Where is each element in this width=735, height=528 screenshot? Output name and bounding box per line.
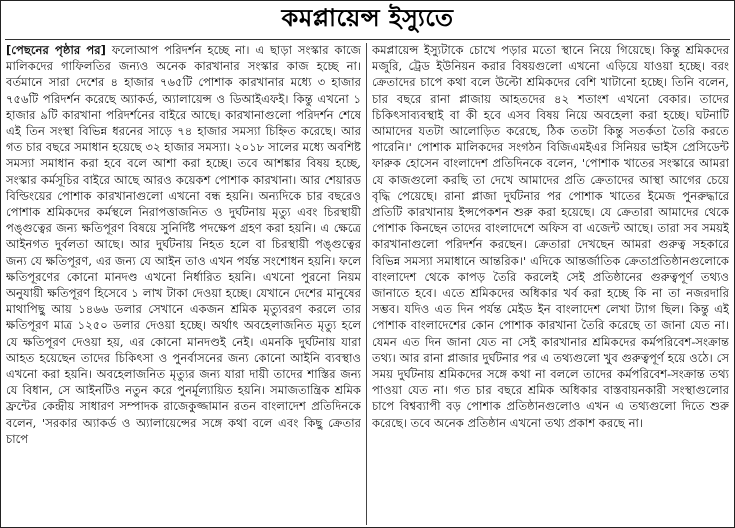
- right-column-paragraph: [372, 42, 729, 431]
- left-column-paragraph: [6, 42, 361, 447]
- left-column-text: ফলোআপ পরিদর্শন হচ্ছে না। এ ছাড়া সংস্কার কাজে মালিকদের গাফিলতির জন্যও অনেক কারখানার সংস্কার কাজ হচ্ছে না। বর্তমানে সারা দেশের ৪ হাজার ৭৬৫টি পোশাক কারখানার মধ্যে ৩ হাজার ৭৫৬টি পরিদর্শন করেছে অ্যাকর্ড, অ্যালায়েন্স ও ডিআইএফই। কিন্তু এখনো ১ হাজার ৯টি কারখানা পরিদর্শনের বাইরে আছে। কারখানাগুলো পরিদর্শন শেষে এই তিন সংস্থা বিভিন্ন ধরনের সাড়ে ৭৪ হাজার সমস্যা চিহ্নিত করেছে। আর গত চার বছরে সমাধান হয়েছে ৩২ হাজার সমস্যা। ২০১৮ সালের মধ্যে অবশিষ্ট সমস্যা সমাধান করা হবে বলে আশা করা হচ্ছে। তবে আশঙ্কার বিষয় হচ্ছে, সংস্কার কর্মসূচির বাইরে আছে আরও কয়েকশ পোশাক কারখানা। আর শেয়ারড বিল্ডিংয়ের পোশাক কারখানাগুলো এখনো বন্ধ হয়নি। অন্যদিকে চার বছরেও পোশাক শ্রমিকদের কর্মস্থলে নিরাপত্তাজনিত ও দুর্ঘটনায় মৃত্যু এবং চিরস্থায়ী পঙ্গুত্বের জন্য ক্ষতিপূরণ বিষয়ে সুনির্দিষ্ট পদক্ষেপ গ্রহণ করা হয়নি। এ ক্ষেত্রে আইনগত দুর্বলতা আছে। আর দুর্ঘটনায় নিহত হলে বা চিরস্থায়ী পঙ্গুত্বের জন্য যে ক্ষতিপূরণ, এর জন্য যে আইন তাও এখন পর্যন্ত সংশোধন হয়নি। ফলে ক্ষতিপূরণের কোনো মানদণ্ড এখনো নির্ধারিত হয়নি। এখনো পুরনো নিয়ম অনুযায়ী ক্ষতিপূরণ হিসেবে ১ লাখ টাকা দেওয়া হচ্ছে। যেখানে দেশের মানুষের মাথাপিছু আয় ১৪৬৬ ডলার সেখানে একজন শ্রমিক মৃত্যুবরণ করলে তার ক্ষতিপূরণ মাত্র ১২৫০ ডলার দেওয়া হচ্ছে। অর্থাৎ অবহেলাজনিত মৃত্যু হলে যে ক্ষতিপূরণ দেওয়া হয়, এর কোনো মানদণ্ডই নেই। এমনকি দুর্ঘটনায় যারা আহত হয়েছেন তাদের চিকিৎসা ও পুনর্বাসনের জন্য কোনো আইনি ব্যবস্থাও এখনো করা হয়নি। অবহেলাজনিত মৃত্যুর জন্য যারা দায়ী তাদের শাস্তির জন্য যে বিধান, সে আইনটিও নতুন করে পুনর্মূল্যায়িত হয়নি। সমাজতান্ত্রিক শ্রমিক ফ্রন্টের কেন্দ্রীয় সাধারণ সম্পাদক রাজেকুজ্জামান রতন বাংলাদেশ প্রতিদিনকে বলেন, 'সরকার অ্যাকর্ড ও অ্যালায়েন্সের সঙ্গে কথা বলে এবং কিছু ক্রেতার চাপে: [6, 43, 361, 446]
- continuation-tag: [পেছনের পৃষ্ঠার পর]: [6, 43, 106, 57]
- right-column: [372, 42, 729, 526]
- column-divider: [366, 43, 367, 525]
- right-column-text: কমপ্লায়েন্স ইস্যুটাকে চোখে পড়ার মতো স্থানে নিয়ে গিয়েছে। কিন্তু শ্রমিকদের মজুরি, ট্রেড ইউনিয়ন করার বিষয়গুলো এখনো এড়িয়ে যাওয়া হচ্ছে। বরং ক্রেতাদের চাপে কথা বলে উল্টো শ্রমিকদের বেশি খাটানো হচ্ছে। তিনি বলেন, চার বছরে রানা প্লাজায় আহতদের ৪২ শতাংশ এখনো বেকার। তাদের চিকিৎসাব্যবস্থাই বা কী হবে এসব বিষয় নিয়ে অবহেলা করা হচ্ছে। ঘটনাটি আমাদের যতটা আলোড়িত করেছে, ঠিক ততটা কিন্তু সতর্কতা তৈরি করতে পারেনি।' পোশাক মালিকদের সংগঠন বিজিএমইএর সিনিয়র ভাইস প্রেসিডেন্ট ফারুক হোসেন বাংলাদেশ প্রতিদিনকে বলেন, 'পোশাক খাতের সংস্কারে আমরা যে কাজগুলো করছি তা দেখে আমাদের প্রতি ক্রেতাদের আস্থা আগের চেয়ে বৃদ্ধি পেয়েছে। রানা প্লাজা দুর্ঘটনার পর পোশাক খাতের ইমেজ পুনরুদ্ধারে প্রতিটি কারখানায় ইন্সপেকশন শুরু করা হয়েছে। যে ক্রেতারা আমাদের থেকে পোশাক কিনছেন তাদের বাংলাদেশে অফিস বা এজেন্ট আছে। তারা সব সময়ই কারখানাগুলো পরিদর্শন করছেন। ক্রেতারা দেখছেন আমরা গুরুত্ব সহকারে বিভিন্ন সমস্যা সমাধানে আন্তরিক।' এদিকে আন্তর্জাতিক ক্রেতাপ্রতিষ্ঠানগুলোকে বাংলাদেশ থেকে কাপড় তৈরি করলেই সেই প্রতিষ্ঠানের গুরুত্বপূর্ণ তথ্যও জানাতে হবে। এতে শ্রমিকদের অধিকার খর্ব করা হচ্ছে কি না তা নজরদারি সম্ভব। যদিও এত দিন পর্যন্ত মেইড ইন বাংলাদেশ লেখা ট্যাগ ছিল। কিন্তু এই পোশাক বাংলাদেশের কোন পোশাক কারখানা তৈরি করেছে তা জানা যেত না। যেমন এত দিন জানা যেত না সেই কারখানার শ্রমিকদের কর্মপরিবেশ-সংক্রান্ত তথ্য। আর রানা প্লাজার দুর্ঘটনার পর এ তথ্যগুলো খুব গুরুত্বপূর্ণ হয়ে ওঠে। সে সময় দুর্ঘটনায় শ্রমিকদের সঙ্গে কথা না বললে তাদের কর্মপরিবেশ-সংক্রান্ত তথ্য পাওয়া যেত না। গত চার বছরে শ্রমিক অধিকার বাস্তবায়নকারী সংস্থাগুলোর চাপে বিশ্বব্যাপী বড় পোশাক প্রতিষ্ঠানগুলোও এখন এ তথ্যগুলো দিতে শুরু করেছে। তবে অনেক প্রতিষ্ঠান এখনো তথ্য প্রকাশ করছে না।: [372, 43, 729, 430]
- headline-rule: [5, 39, 730, 40]
- headline: কমপ্লায়েন্স ইস্যুতে: [281, 4, 454, 32]
- left-column: [6, 42, 361, 526]
